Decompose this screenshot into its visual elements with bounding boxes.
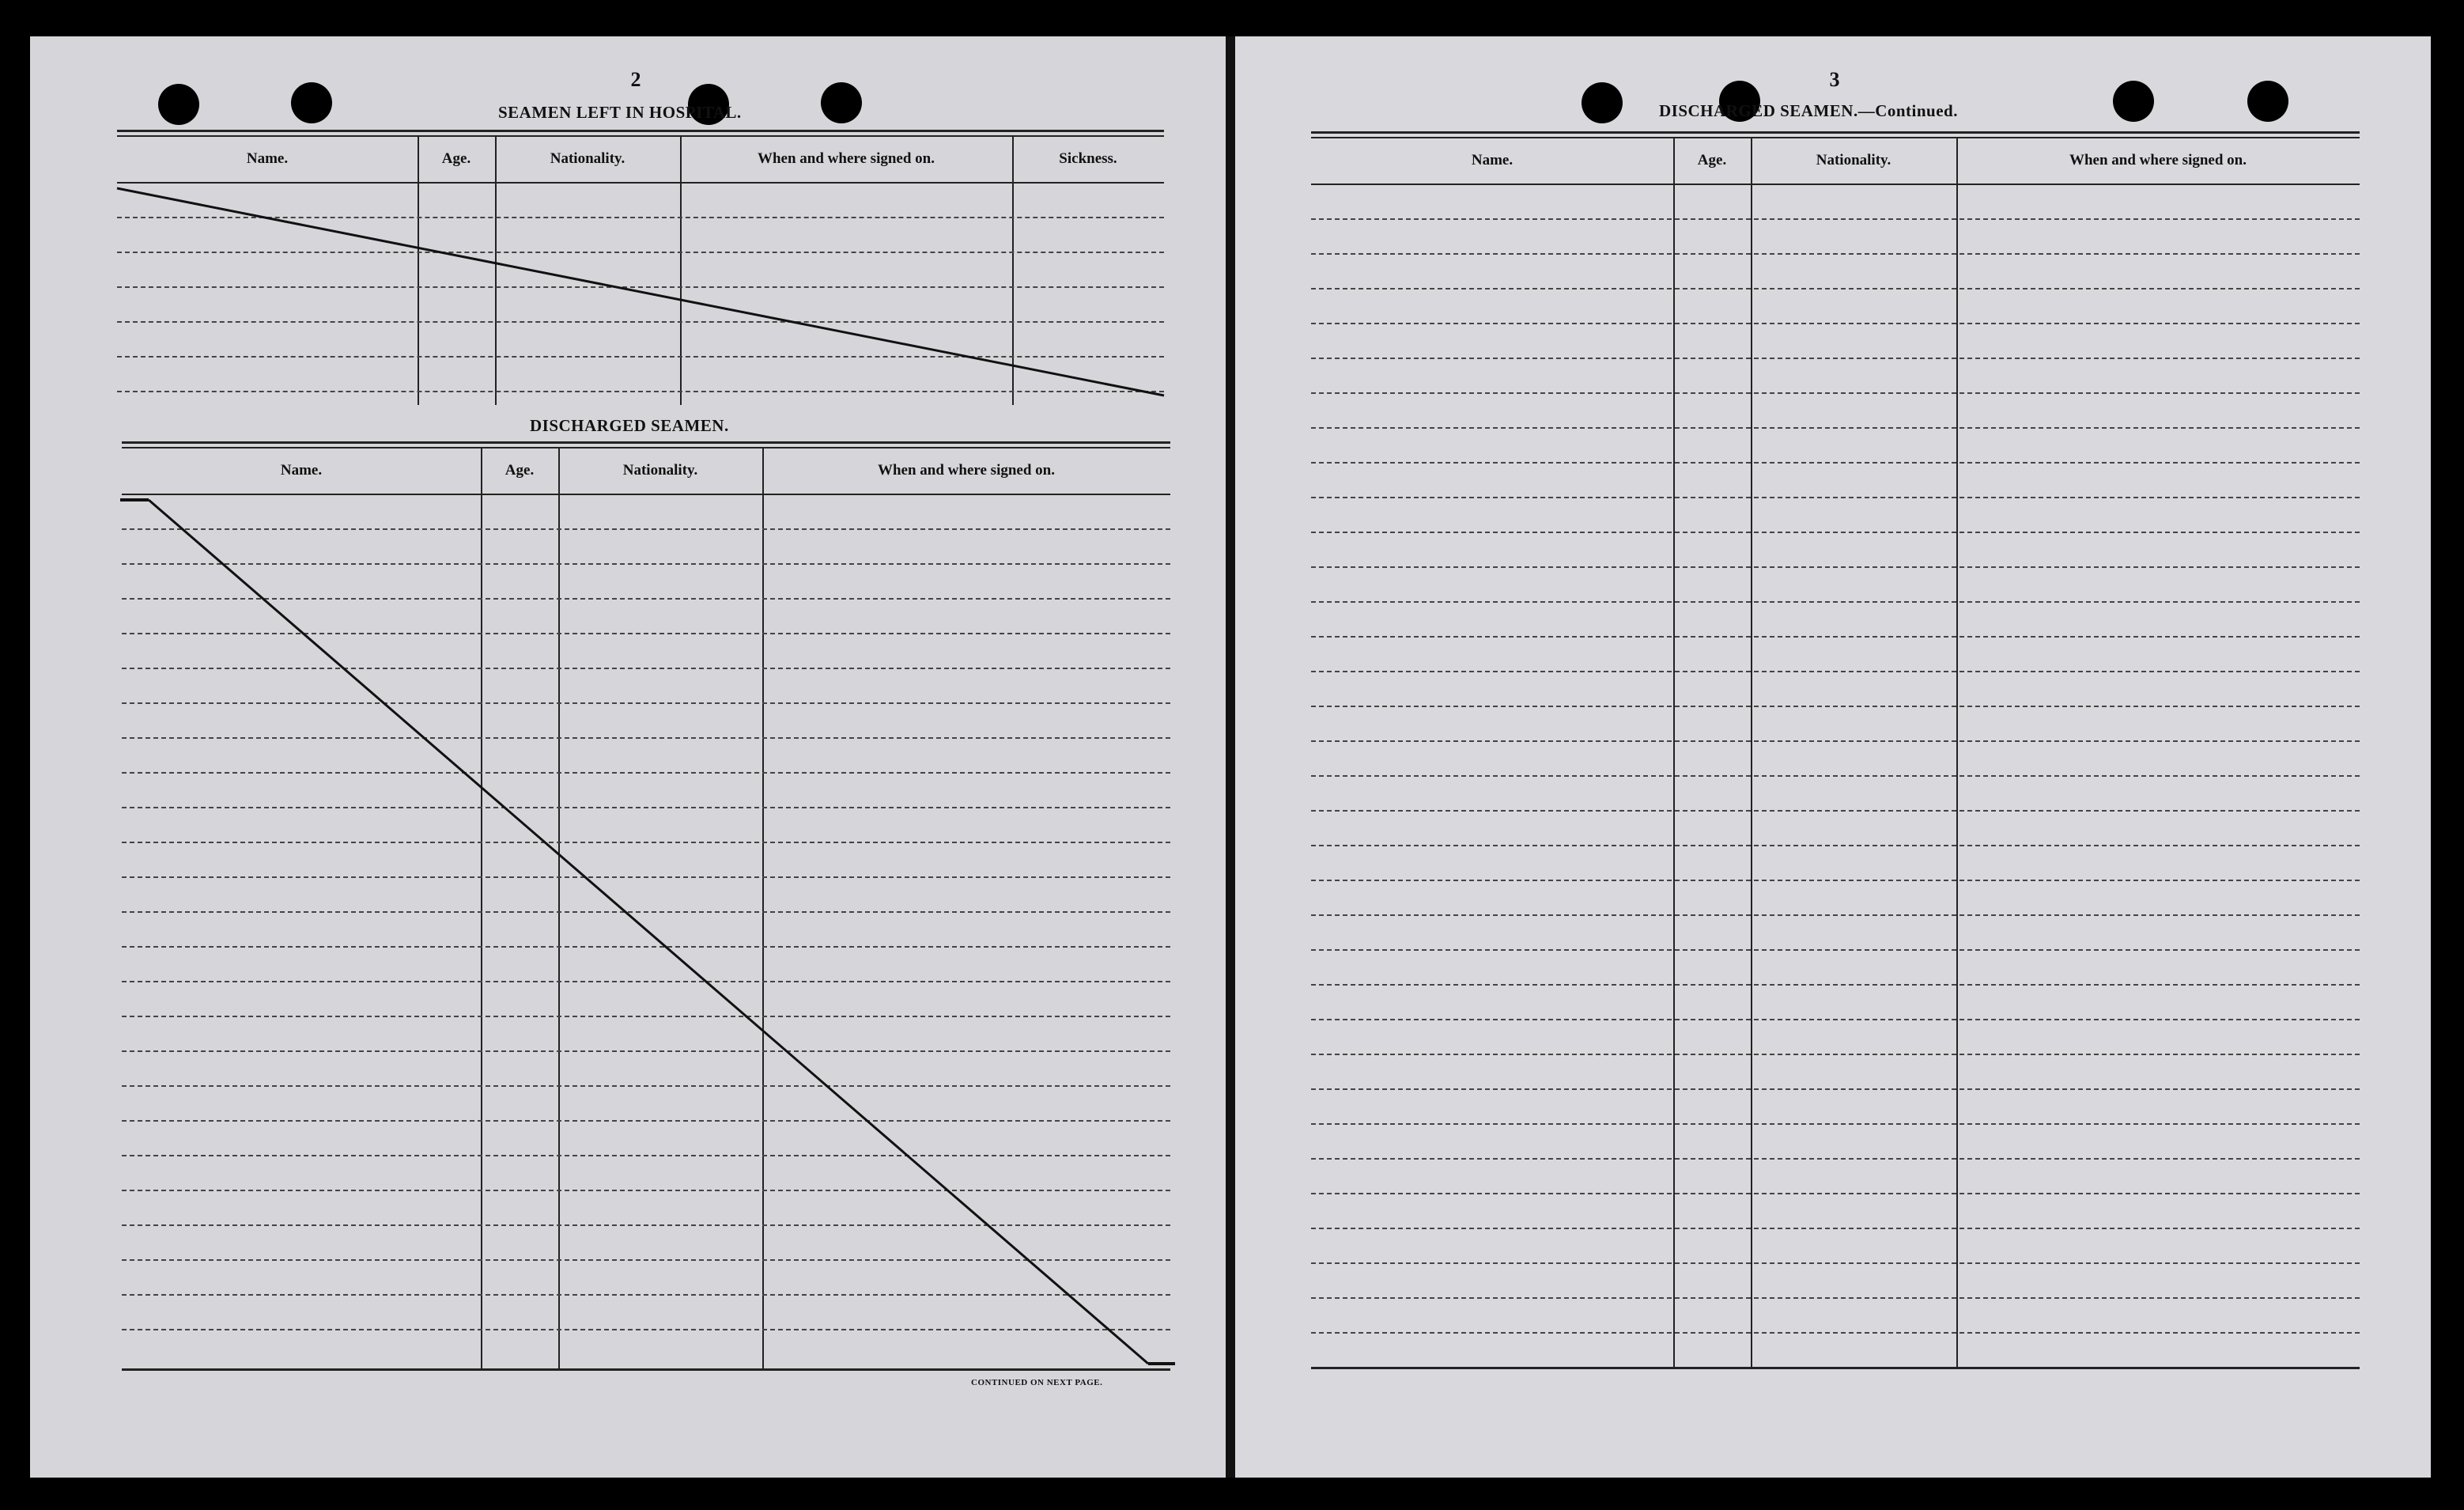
column-header-signed-on: When and where signed on. — [877, 462, 1055, 479]
punch-hole — [2247, 81, 2288, 122]
ruled-row-line — [1311, 358, 2360, 359]
right-page — [1235, 36, 2431, 1478]
left-page — [30, 36, 1226, 1478]
strike-line-hospital — [117, 188, 1164, 395]
ruled-row-line — [1311, 810, 2360, 812]
ruled-row-line — [1311, 288, 2360, 290]
ruled-row-line — [1311, 532, 2360, 533]
strike-line-discharged — [149, 500, 1148, 1364]
page-number: 3 — [1829, 68, 1840, 91]
ruled-row-line — [1311, 427, 2360, 429]
column-header-signed-on: When and where signed on. — [757, 150, 935, 167]
book-spine — [1226, 36, 1235, 1478]
ruled-row-line — [1311, 253, 2360, 255]
column-header-nationality: Nationality. — [550, 150, 625, 167]
ruled-row-line — [1311, 706, 2360, 707]
column-header-age: Age. — [505, 462, 535, 479]
ruled-row-line — [1311, 323, 2360, 324]
ruled-row-line — [1311, 914, 2360, 916]
column-header-age: Age. — [441, 150, 471, 167]
continued-footer: CONTINUED ON NEXT PAGE. — [971, 1378, 1103, 1387]
ruled-row-line — [1311, 740, 2360, 742]
ruled-row-line — [1311, 1158, 2360, 1160]
punch-hole — [2113, 81, 2154, 122]
ruled-row-line — [1311, 218, 2360, 220]
ruled-row-line — [1311, 775, 2360, 777]
ruled-row-line — [1311, 1332, 2360, 1334]
ruled-row-line — [1311, 1054, 2360, 1055]
table-top-rule — [1311, 131, 2360, 134]
ruled-row-line — [1311, 462, 2360, 464]
ruled-row-line — [1311, 1088, 2360, 1090]
column-header-nationality: Nationality. — [622, 462, 698, 479]
ruled-row-line — [1311, 1193, 2360, 1194]
table-top-rule — [1311, 137, 2360, 138]
ruled-row-line — [1311, 1297, 2360, 1299]
ruled-row-line — [1311, 497, 2360, 498]
punch-hole — [1582, 82, 1623, 123]
ruled-row-line — [1311, 1123, 2360, 1125]
page-number: 2 — [630, 68, 641, 91]
column-header-sickness: Sickness. — [1059, 150, 1117, 167]
column-header-age: Age. — [1697, 152, 1727, 168]
cancel-strike-lines — [30, 36, 1226, 1478]
ruled-row-line — [1311, 566, 2360, 568]
column-header-nationality: Nationality. — [1816, 152, 1891, 168]
column-header-name: Name. — [280, 462, 323, 479]
column-header-name: Name. — [246, 150, 289, 167]
ruled-row-line — [1311, 671, 2360, 672]
ruled-row-line — [1311, 1262, 2360, 1264]
ruled-row-line — [1311, 601, 2360, 603]
ruled-row-line — [1311, 984, 2360, 986]
discharged-continued-title: DISCHARGED SEAMEN.—Continued. — [1659, 101, 1958, 120]
ruled-row-line — [1311, 949, 2360, 951]
discharged-continued-table — [1311, 131, 2360, 1413]
column-header-name: Name. — [1471, 152, 1514, 168]
header-bottom-rule — [1311, 184, 2360, 185]
hospital-section-title: SEAMEN LEFT IN HOSPITAL. — [498, 103, 742, 122]
table-bottom-rule — [1311, 1367, 2360, 1369]
ruled-row-line — [1311, 392, 2360, 394]
ruled-row-line — [1311, 880, 2360, 881]
column-header-signed-on: When and where signed on. — [2069, 152, 2247, 168]
ruled-row-line — [1311, 845, 2360, 846]
discharged-section-title: DISCHARGED SEAMEN. — [530, 416, 729, 435]
ruled-row-line — [1311, 1019, 2360, 1020]
ruled-row-line — [1311, 1228, 2360, 1229]
ruled-row-line — [1311, 636, 2360, 638]
